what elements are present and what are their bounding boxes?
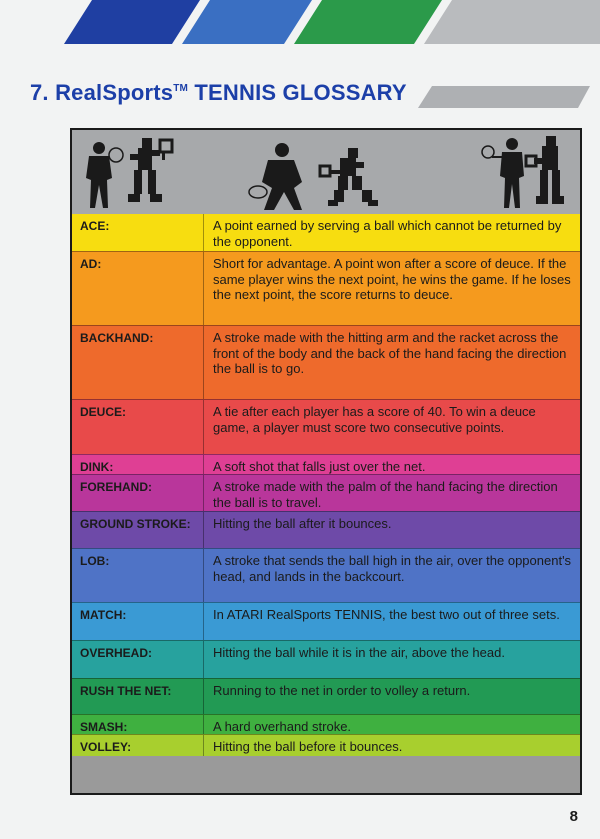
- section-heading: [30, 80, 580, 114]
- glossary-definition: Hitting the ball while it is in the air, above the head.: [213, 645, 505, 660]
- glossary-term: RUSH THE NET:: [72, 679, 204, 714]
- title-rest: TENNIS GLOSSARY: [194, 80, 407, 105]
- stripe-blue: [64, 0, 200, 44]
- glossary-definition: Running to the net in order to volley a return.: [213, 683, 471, 698]
- glossary-definition: A stroke made with the palm of the hand facing the direction the ball is to travel.: [213, 479, 558, 510]
- header-stripes: [0, 0, 600, 48]
- stripe-gray: [424, 0, 600, 44]
- glossary-term: ACE:: [72, 214, 204, 251]
- stripe-mid-blue: [182, 0, 312, 44]
- glossary-term: AD:: [72, 252, 204, 325]
- trademark-mark: TM: [173, 83, 189, 94]
- glossary-definition: A stroke made with the hitting arm and the racket across the front of the body and the back of the hand facing the direction the ball is to go.: [213, 330, 567, 376]
- glossary-definition: A stroke that sends the ball high in the air, over the opponent's head, and lands in the backcourt.: [213, 553, 572, 584]
- title-brand: RealSports: [55, 80, 174, 105]
- section-number: 7.: [30, 80, 49, 105]
- player-silhouettes-illustration: [72, 130, 580, 214]
- glossary-term: OVERHEAD:: [72, 641, 204, 678]
- glossary-row: [72, 734, 580, 756]
- glossary-row: [72, 678, 580, 714]
- glossary-term: GROUND STROKE:: [72, 512, 204, 548]
- glossary-term: SMASH:: [72, 715, 204, 734]
- glossary-term: DINK:: [72, 455, 204, 474]
- silhouette-player-icon: [249, 143, 302, 210]
- glossary-definition: In ATARI RealSports TENNIS, the best two out of three sets.: [213, 607, 560, 622]
- pixel-player-icon: [320, 148, 378, 206]
- glossary-definition: Short for advantage. A point won after a score of deuce. If the same player wins the next point, he wins the game. If he loses the next point, the score returns to deuce.: [213, 256, 571, 302]
- glossary-row: [72, 399, 580, 454]
- title-accent-bar: [418, 86, 590, 108]
- glossary-row: [72, 640, 580, 678]
- glossary-term: LOB:: [72, 549, 204, 602]
- glossary-row: [72, 714, 580, 734]
- glossary-definition: Hitting the ball before it bounces.: [213, 739, 403, 754]
- glossary-definition: A hard overhand stroke.: [213, 719, 352, 734]
- glossary-row: [72, 325, 580, 399]
- glossary-term: MATCH:: [72, 603, 204, 640]
- glossary-term: DEUCE:: [72, 400, 204, 454]
- glossary-term: VOLLEY:: [72, 735, 204, 756]
- glossary-row: [72, 214, 580, 251]
- glossary-definition: A soft shot that falls just over the net.: [213, 459, 426, 474]
- glossary-row: [72, 251, 580, 325]
- glossary-row: [72, 548, 580, 602]
- pixel-player-icon: [128, 138, 172, 202]
- stripe-green: [294, 0, 442, 44]
- silhouette-player-icon: [482, 138, 524, 208]
- pixel-player-icon: [526, 136, 564, 204]
- page-title: [30, 80, 407, 106]
- glossary-rows: [72, 214, 580, 756]
- glossary-definition: A point earned by serving a ball which cannot be returned by the opponent.: [213, 218, 562, 249]
- glossary-row: [72, 602, 580, 640]
- glossary-row: [72, 511, 580, 548]
- glossary-term: BACKHAND:: [72, 326, 204, 399]
- page-number: 8: [569, 808, 578, 825]
- glossary-definition: Hitting the ball after it bounces.: [213, 516, 392, 531]
- glossary-row: [72, 474, 580, 511]
- glossary-definition: A tie after each player has a score of 40. To win a deuce game, a player must score two consecutive points.: [213, 404, 536, 435]
- glossary-row: [72, 454, 580, 474]
- glossary-table: [70, 128, 582, 795]
- glossary-term: FOREHAND:: [72, 475, 204, 511]
- silhouette-player-icon: [86, 142, 123, 208]
